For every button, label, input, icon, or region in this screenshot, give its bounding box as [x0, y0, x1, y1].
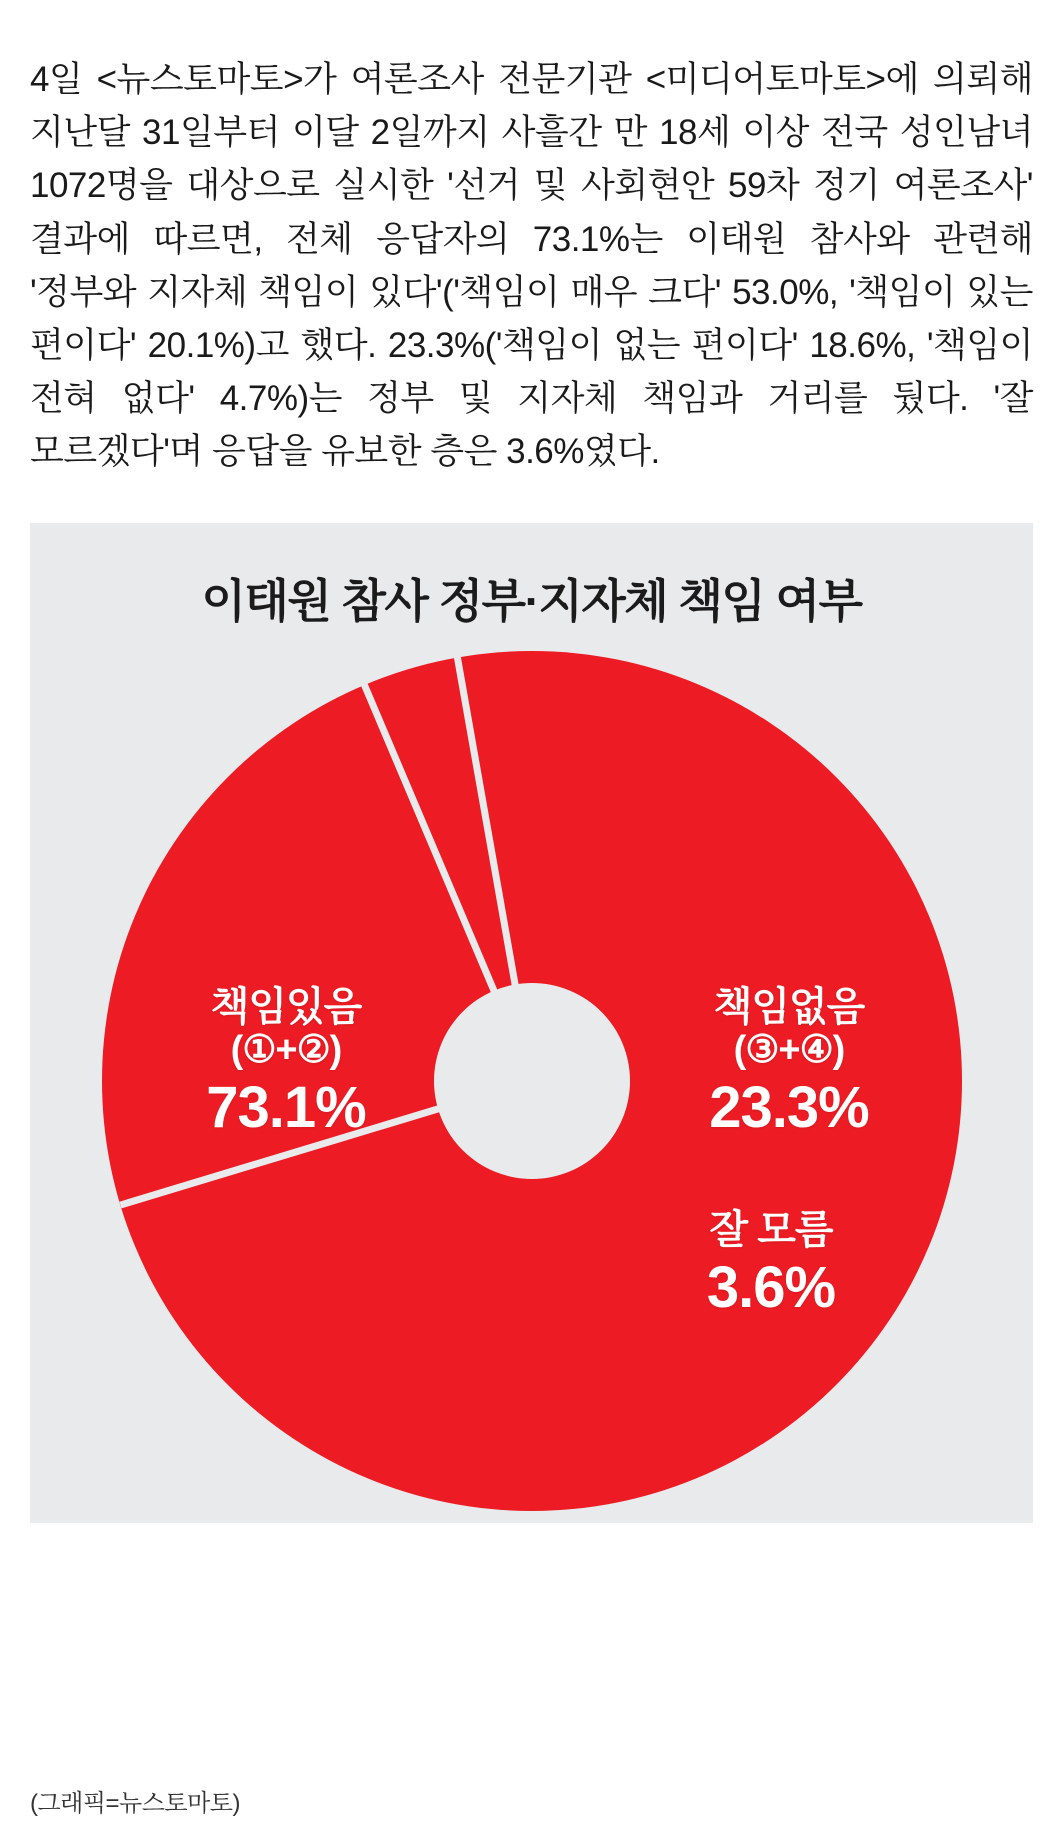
slice-label-responsible-sub: (①+②): [230, 1029, 342, 1072]
chart-title: 이태원 참사 정부·지자체 책임 여부: [201, 574, 862, 627]
slice-label-responsible-name: 책임있음: [210, 984, 362, 1029]
slice-label-responsible: [126, 985, 446, 1141]
slice-label-responsible-value: 73.1%: [206, 1074, 366, 1140]
donut-center-hole: [434, 983, 630, 1179]
slice-label-dontknow-value: 3.6%: [706, 1255, 836, 1321]
article-page: [0, 35, 1063, 1846]
article-body-text: 4일 <뉴스토마토>가 여론조사 전문기관 <미디어토마토>에 의뢰해 지난달 31일부터 이달 2일까지 사흘간 만 18세 이상 전국 성인남녀 1072명을 대상으로 실시한 '선거 및 사회현안 59차 정기 여론조사' 결과에 따르면, 전체 응답자의 73.1%는 이태원 참사와 관련해 '정부와 지자체 책임이 있다'('책임이 매우 크다' 53.0%, '책임이 있는 편이다' 20.1%)고 했다. 23.3%('책임이 없는 편이다' 18.6%, '책임이 전혀 없다' 4.7%)는 정부 및 지자체 책임과 거리를 뒀다. '잘 모르겠다'며 응답을 유보한 층은 3.6%였다.: [30, 60, 1033, 472]
slice-label-dontknow-name: 잘 모름: [709, 1207, 833, 1252]
slice-label-dontknow: [621, 1208, 921, 1322]
slice-label-not-responsible: [629, 985, 949, 1141]
poll-graphic-card: [30, 523, 1033, 1523]
slice-label-not-responsible-value: 23.3%: [709, 1074, 869, 1140]
slice-label-not-responsible-name: 책임없음: [713, 984, 865, 1029]
graphic-credit: (그래픽=뉴스토마토): [30, 1790, 240, 1817]
slice-label-not-responsible-sub: (③+④): [733, 1029, 845, 1072]
